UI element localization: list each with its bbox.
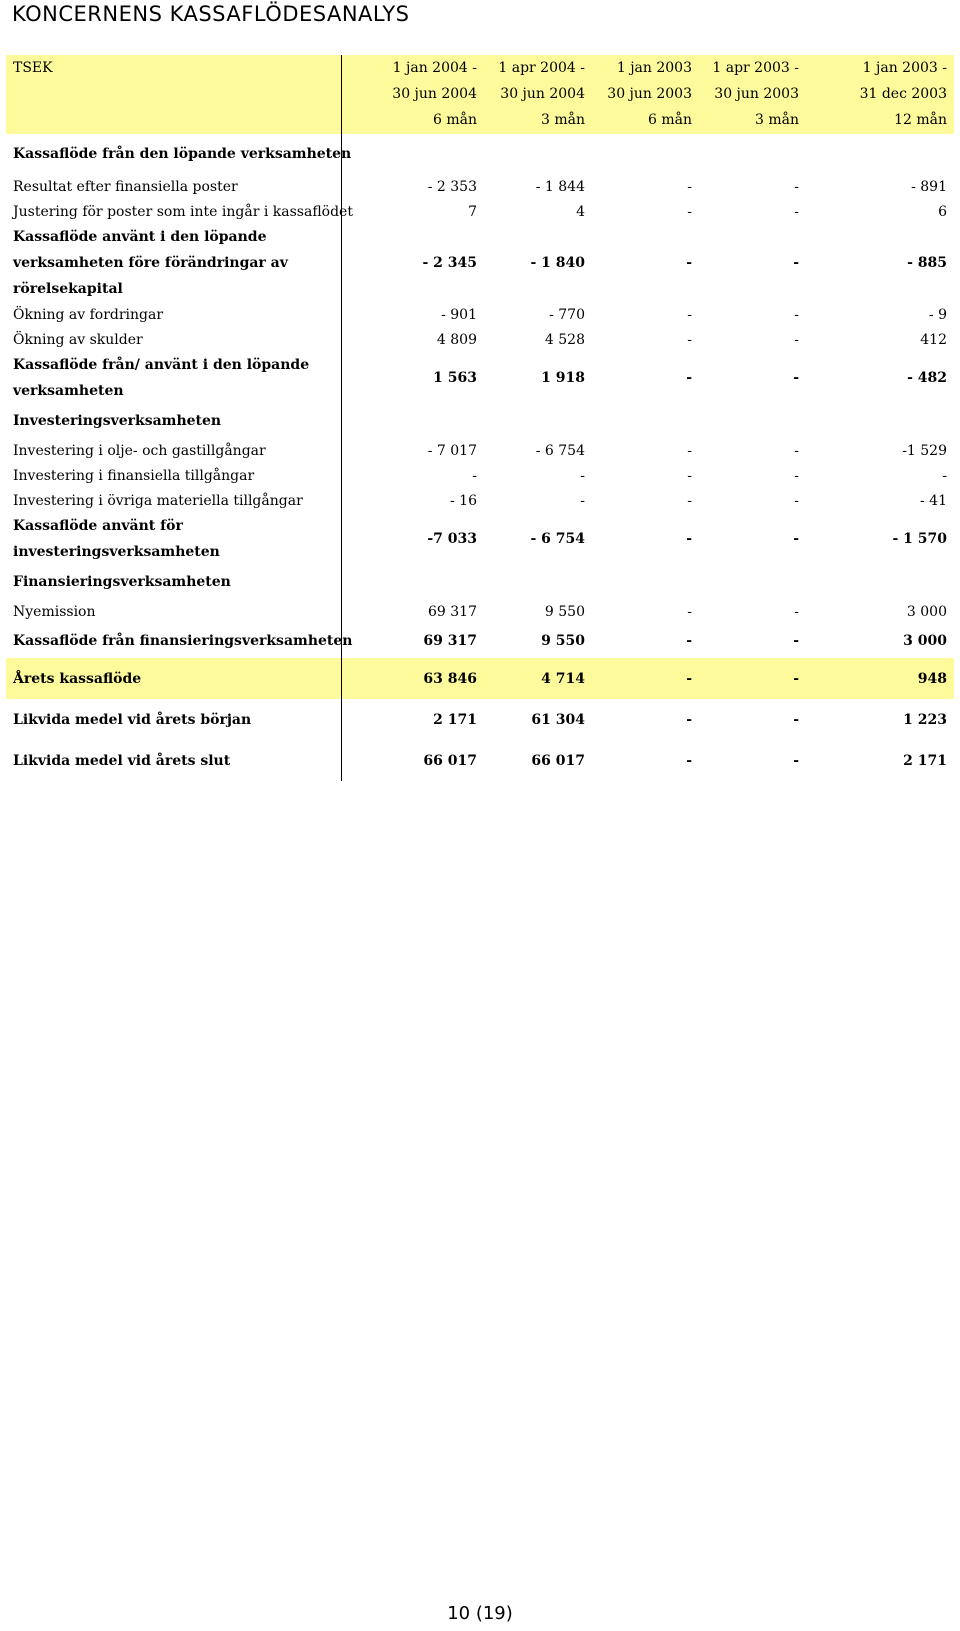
header-period-cell: 6 mån — [592, 106, 699, 134]
value-cell: 4 — [576, 203, 585, 220]
value-cell: 7 — [341, 199, 484, 224]
value-cell — [699, 404, 806, 438]
row-label: Kassaflöde från/ använt i den löpande verksamheten — [13, 357, 310, 399]
value-cell — [484, 404, 592, 438]
value-cell — [806, 404, 954, 438]
value-cell: - — [686, 711, 692, 728]
value-cell: 1 223 — [903, 711, 947, 728]
section-heading-row — [6, 565, 954, 599]
value-cell: - — [580, 467, 585, 484]
value-cell: 412 — [920, 331, 947, 348]
value-cell: - — [686, 752, 692, 769]
highlight-total-row — [6, 658, 954, 699]
row-label: Ökning av fordringar — [13, 306, 164, 323]
row-label: Ökning av skulder — [13, 331, 143, 348]
table-row — [6, 352, 954, 404]
value-cell: 948 — [806, 658, 954, 699]
value-cell — [806, 565, 954, 599]
header-period-cell: 12 mån — [806, 106, 954, 134]
value-cell — [806, 134, 954, 174]
value-cell — [484, 134, 592, 174]
row-label: Investering i finansiella tillgångar — [13, 467, 255, 484]
header-period-cell: 1 jan 2003 — [592, 55, 699, 81]
value-cell — [341, 134, 484, 174]
value-cell: - — [794, 331, 799, 348]
value-cell: - 1 844 — [535, 178, 585, 195]
value-cell: - 6 754 — [530, 531, 585, 547]
header-period-cell: 1 apr 2003 - — [699, 55, 806, 81]
value-cell: - 7 017 — [341, 438, 484, 463]
header-period-cell: 31 dec 2003 — [806, 81, 954, 106]
table-row — [6, 199, 954, 224]
table-row — [6, 463, 954, 488]
table-row — [6, 488, 954, 513]
row-label: Investering i övriga materiella tillgångar — [13, 492, 303, 509]
value-cell: - 1 570 — [892, 531, 947, 547]
header-label-cell — [6, 106, 341, 134]
value-cell: - — [687, 467, 692, 484]
section-heading-row — [6, 134, 954, 174]
row-label: Justering för poster som inte ingår i kassaflödet — [13, 203, 353, 220]
header-row — [6, 55, 954, 81]
value-cell: 1 563 — [341, 352, 484, 404]
table-row — [6, 438, 954, 463]
value-cell — [484, 565, 592, 599]
value-cell: - — [793, 255, 799, 271]
header-period-cell: 30 jun 2004 — [484, 81, 592, 106]
value-cell: 66 017 — [531, 752, 585, 769]
header-period-cell: 3 mån — [699, 106, 806, 134]
value-cell: - 1 840 — [530, 255, 585, 271]
value-cell: 2 171 — [341, 699, 484, 740]
value-cell: - — [686, 633, 692, 649]
header-period-cell: 30 jun 2004 — [341, 81, 484, 106]
value-cell: - — [793, 752, 799, 769]
value-cell: 69 317 — [341, 624, 484, 658]
value-cell: - — [687, 331, 692, 348]
row-label: Resultat efter finansiella poster — [13, 178, 238, 195]
value-cell — [592, 404, 699, 438]
value-cell — [341, 404, 484, 438]
table-row — [6, 699, 954, 740]
value-cell: - — [794, 467, 799, 484]
value-cell: - — [686, 531, 692, 547]
value-cell: - — [699, 658, 806, 699]
header-period-cell: 3 mån — [484, 106, 592, 134]
value-cell: - 2 345 — [341, 224, 484, 302]
cashflow-table-body — [6, 55, 954, 781]
row-label: Årets kassaflöde — [6, 658, 341, 699]
value-cell: - — [794, 442, 799, 459]
value-cell — [699, 565, 806, 599]
value-cell: 3 000 — [906, 603, 947, 620]
row-label: Nyemission — [13, 603, 96, 620]
table-row — [6, 224, 954, 302]
value-cell: - — [793, 531, 799, 547]
value-cell: - — [793, 711, 799, 728]
header-label-cell — [6, 81, 341, 106]
value-cell: 69 317 — [341, 599, 484, 624]
table-row — [6, 599, 954, 624]
value-cell: -1 529 — [902, 442, 947, 459]
value-cell: - — [687, 492, 692, 509]
cashflow-table-container — [6, 55, 954, 781]
header-period-cell: 1 apr 2004 - — [484, 55, 592, 81]
value-cell: - — [687, 178, 692, 195]
value-cell: - 9 — [928, 306, 947, 323]
value-cell: -7 033 — [341, 513, 484, 565]
value-cell: - — [580, 492, 585, 509]
value-cell: 6 — [938, 203, 947, 220]
value-cell: 4 809 — [341, 327, 484, 352]
table-row — [6, 302, 954, 327]
row-label: Kassaflöde från finansieringsverksamheten — [13, 633, 353, 649]
row-label: Likvida medel vid årets början — [13, 711, 252, 728]
value-cell: - 6 754 — [535, 442, 585, 459]
value-cell — [592, 134, 699, 174]
value-cell: - — [687, 306, 692, 323]
value-cell — [341, 565, 484, 599]
value-cell: - 901 — [341, 302, 484, 327]
table-row — [6, 740, 954, 781]
value-cell: - — [793, 633, 799, 649]
value-cell: - 482 — [907, 370, 947, 386]
value-cell: - — [687, 442, 692, 459]
value-cell: - — [794, 603, 799, 620]
value-cell: - — [794, 492, 799, 509]
value-cell: - 770 — [549, 306, 585, 323]
value-cell — [592, 565, 699, 599]
value-cell: - — [794, 306, 799, 323]
row-label: Kassaflöde använt för investeringsverksamheten — [13, 518, 220, 560]
header-period-cell: 1 jan 2004 - — [341, 55, 484, 81]
section-heading-row — [6, 404, 954, 438]
value-cell — [699, 134, 806, 174]
page-title: KONCERNENS KASSAFLÖDESANALYS — [12, 2, 410, 26]
value-cell: 1 918 — [541, 370, 585, 386]
page-number: 10 (19) — [447, 1603, 513, 1624]
value-cell: - 2 353 — [341, 174, 484, 199]
value-cell: 4 528 — [544, 331, 585, 348]
table-row — [6, 174, 954, 199]
value-cell: 63 846 — [341, 658, 484, 699]
value-cell: 66 017 — [341, 740, 484, 781]
value-cell: - — [687, 603, 692, 620]
value-cell: - 885 — [907, 255, 947, 271]
header-label-cell: TSEK — [6, 55, 341, 81]
header-period-cell: 30 jun 2003 — [699, 81, 806, 106]
row-label: Investeringsverksamheten — [13, 413, 222, 429]
value-cell: 9 550 — [544, 603, 585, 620]
value-cell: - — [794, 203, 799, 220]
row-label: Kassaflöde använt i den löpande verksamheten före förändringar av rörelsekapital — [13, 229, 288, 297]
value-cell: 9 550 — [541, 633, 585, 649]
row-label: Finansieringsverksamheten — [13, 574, 231, 590]
row-label: Likvida medel vid årets slut — [13, 752, 231, 769]
value-cell: 4 714 — [484, 658, 592, 699]
value-cell: - 41 — [920, 492, 947, 509]
value-cell: - — [592, 658, 699, 699]
row-label: Investering i olje- och gastillgångar — [13, 442, 266, 459]
row-label: Kassaflöde från den löpande verksamheten — [13, 146, 352, 162]
table-row — [6, 327, 954, 352]
header-period-cell: 1 jan 2003 - — [806, 55, 954, 81]
value-cell: - 891 — [911, 178, 947, 195]
value-cell: - — [687, 203, 692, 220]
value-cell: - — [942, 467, 947, 484]
cashflow-table — [6, 55, 954, 781]
header-period-cell: 6 mån — [341, 106, 484, 134]
header-period-cell: 30 jun 2003 — [592, 81, 699, 106]
value-cell: 61 304 — [531, 711, 585, 728]
value-cell: - — [341, 463, 484, 488]
value-cell: 2 171 — [903, 752, 947, 769]
table-row — [6, 513, 954, 565]
value-cell: - 16 — [341, 488, 484, 513]
value-cell: - — [794, 178, 799, 195]
header-row — [6, 106, 954, 134]
value-cell: - — [686, 255, 692, 271]
value-cell: - — [793, 370, 799, 386]
header-row — [6, 81, 954, 106]
value-cell: 3 000 — [903, 633, 947, 649]
table-row — [6, 624, 954, 658]
value-cell: - — [686, 370, 692, 386]
